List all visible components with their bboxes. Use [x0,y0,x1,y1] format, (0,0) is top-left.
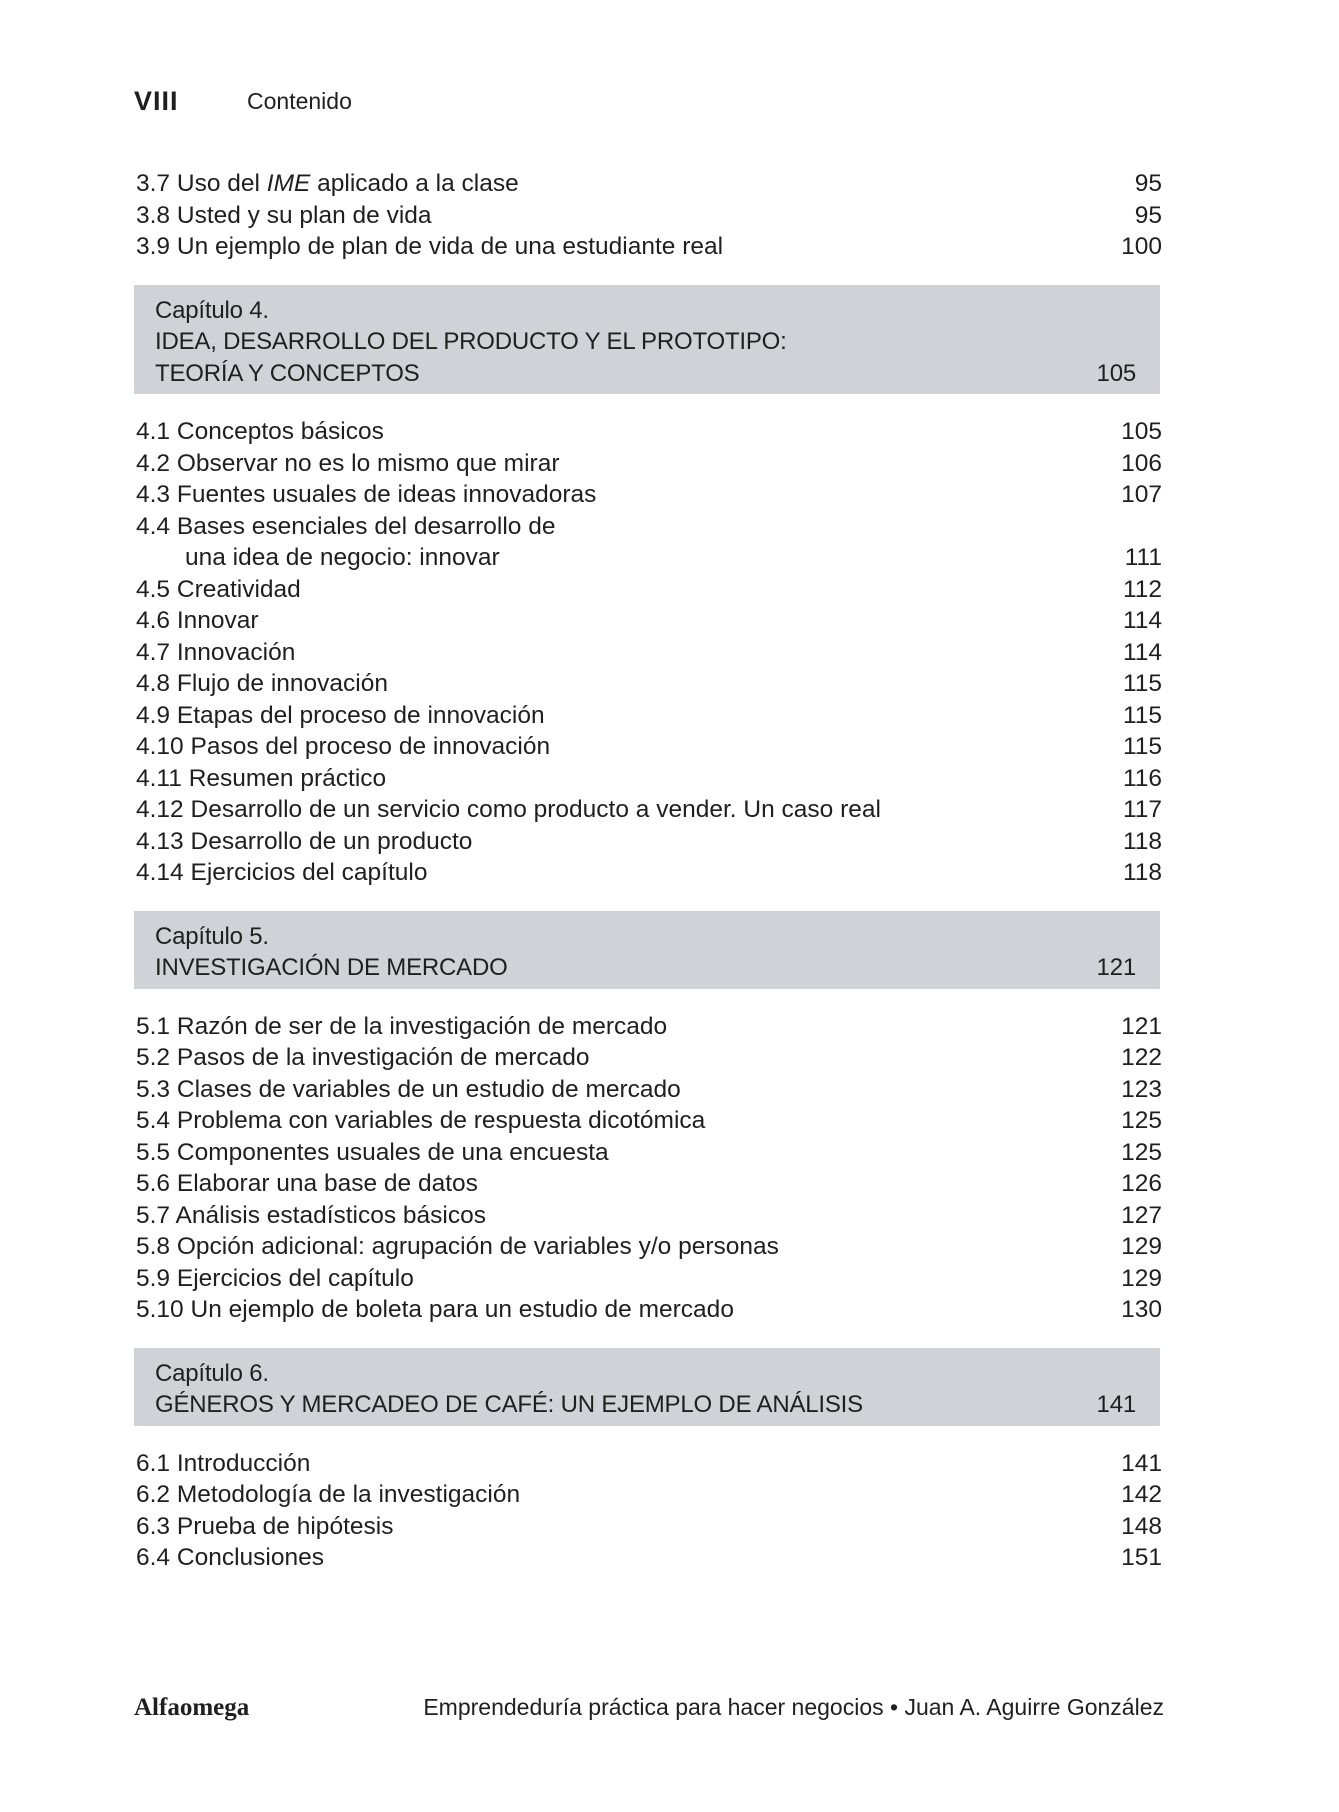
toc-entry [136,857,1162,889]
toc-entry-page: 116 [1122,764,1162,792]
toc-entry [136,1479,1162,1511]
toc-entry-title: Clases de variables de un estudio de mercado [176,1075,681,1103]
toc-entry-row [136,637,1162,669]
toc-entry-page: 125 [1121,1138,1162,1166]
toc-entry-row [136,1511,1162,1543]
toc-entry-page: 112 [1122,575,1162,603]
chapter-heading-text: TEORÍA Y CONCEPTOS [155,359,420,387]
toc-entry-label [136,1200,486,1232]
toc-entry-row [136,668,1162,700]
toc-entry-page: 122 [1121,1044,1162,1071]
toc-entry-label [136,200,432,232]
toc-entry-label [136,857,427,889]
chapter-heading-line [155,1358,1136,1390]
toc-entry-number: 4.1 [136,418,171,445]
toc-entry-title: Usted y su plan de vida [176,201,432,229]
toc-entry-title-italic: IME [266,170,311,197]
toc-entry [136,448,1162,480]
toc-entry-row [136,542,1162,574]
toc-entry-row [136,1479,1162,1511]
toc-entry-page: 106 [1121,449,1162,477]
toc-entry [136,511,1162,574]
toc-entry [136,731,1162,763]
toc-entry-number: 5.5 [136,1138,171,1166]
toc-entry-label [136,448,559,480]
toc-entry-page: 95 [1134,201,1162,229]
toc-entry-page: 95 [1134,170,1162,197]
toc-entry-page: 118 [1122,827,1162,855]
toc-entry-number: 6.4 [136,1544,171,1571]
toc-entry [136,637,1162,669]
toc-entry-number: 4.10 [136,733,184,760]
toc-entry-number: 4.5 [136,575,171,603]
toc-entry-row [136,794,1162,826]
toc-entry-row [136,574,1162,606]
toc-entry-page: 105 [1121,418,1162,445]
toc-entry-title: Un ejemplo de plan de vida de una estudiante real [176,233,724,260]
toc-entry [136,700,1162,732]
toc-entry-title: Razón de ser de la investigación de mercado [176,1012,668,1040]
toc-entry-label [136,231,723,263]
toc-entry-row [136,731,1162,763]
chapter-heading-line [155,295,1136,327]
toc-entry-row [136,1074,1162,1106]
chapter-page-number: 105 [1096,359,1136,387]
chapter-heading [134,911,1160,989]
toc-entry-title: Innovación [176,638,296,666]
toc-entry [136,1011,1162,1043]
toc-entry-page: 117 [1122,796,1162,823]
toc-entry-label [136,1294,734,1326]
toc-entry-title: Pasos del proceso de innovación [190,733,551,760]
toc-entry-row [136,1105,1162,1137]
toc-entry [136,794,1162,826]
toc-entry-label [136,1042,590,1074]
toc-entry-title: Etapas del proceso de innovación [176,701,545,729]
toc-entry-row [136,479,1162,511]
toc-entry-page: 118 [1122,859,1162,886]
toc-entry-label [136,1011,667,1043]
toc-entry-page: 121 [1121,1012,1162,1040]
page-number: VIII [134,86,179,116]
chapter-heading-text: Capítulo 4. [155,296,269,324]
chapter-heading-text: GÉNEROS Y MERCADEO DE CAFÉ: UN EJEMPLO DE ANÁLISIS [155,1391,863,1418]
toc-entry-number: 4.8 [136,670,171,697]
toc-entry [136,231,1162,263]
toc-entry-page: 148 [1121,1512,1162,1540]
toc-entry-title: Flujo de innovación [176,670,388,697]
toc-entry-page: 115 [1122,733,1162,760]
toc-entry-label [136,668,388,700]
toc-entry-title: Un ejemplo de boleta para un estudio de mercado [190,1296,734,1323]
toc-entry-label [136,416,384,448]
toc-entry-title: Innovar [176,607,259,634]
toc-entry-number: 5.6 [136,1170,171,1197]
toc-entry [136,1137,1162,1169]
toc-entry-number: 6.2 [136,1481,171,1508]
toc-entry-number: 3.9 [136,233,171,260]
toc-entry-title: Problema con variables de respuesta dicotómica [176,1107,706,1134]
toc-entry-page: 123 [1121,1075,1162,1103]
toc-entry-label [136,1231,779,1263]
toc-entry-row [136,1168,1162,1200]
toc-entry [136,668,1162,700]
toc-entry-number: 6.1 [136,1449,171,1477]
toc-entry-number: 4.2 [136,449,171,477]
toc-entry-title: Pasos de la investigación de mercado [176,1044,590,1071]
toc-entry-label [136,1542,324,1574]
toc-entry-label [136,794,881,826]
running-head: Contenido [247,88,352,114]
chapter-heading-line [155,326,1136,358]
toc-entry-label [136,826,472,858]
toc-entry-number: 5.3 [136,1075,171,1103]
toc-entry-row [136,1137,1162,1169]
toc-entry-number: 5.7 [136,1201,171,1229]
toc-entry-row [136,1542,1162,1574]
toc-entry-number: 4.6 [136,607,171,634]
toc-entry [136,574,1162,606]
chapter-heading-line [155,1389,1136,1421]
toc-entry-label [136,1105,705,1137]
chapter-heading-text: Capítulo 5. [155,922,269,950]
toc-entry-title: Metodología de la investigación [176,1481,521,1508]
toc-entry-label [136,1511,393,1543]
toc-entry-number: 4.4 [136,512,171,540]
toc-entry-number: 4.11 [136,764,182,792]
toc-entry-number: 4.9 [136,701,171,729]
toc-entry-label [136,1074,681,1106]
toc-entry-number: 4.13 [136,827,184,855]
book-title-author: Emprendeduría práctica para hacer negocios • Juan A. Aguirre González [423,1694,1164,1720]
toc-entry-row [136,763,1162,795]
toc-entry-title: Ejercicios del capítulo [190,859,428,886]
toc-entry [136,763,1162,795]
toc-entry-page: 126 [1121,1170,1162,1197]
toc-entry-label [136,763,386,795]
toc-entry [136,1200,1162,1232]
toc-entry-row [136,1263,1162,1295]
toc-entry [136,605,1162,637]
toc-entry [136,479,1162,511]
toc-entry-title: Componentes usuales de una encuesta [176,1138,609,1166]
toc-entry-label [136,700,545,732]
toc-entry-title: Resumen práctico [188,764,387,792]
toc-entry-title: Desarrollo de un producto [190,827,473,855]
toc-entry-page: 111 [1124,544,1162,571]
toc-entry-label [136,168,519,200]
toc-entry-row [136,511,1162,543]
toc-entry-label [136,637,295,669]
toc-entry-number: 4.12 [136,796,184,823]
toc-entry-page: 107 [1121,481,1162,508]
toc-entry-page: 130 [1121,1296,1162,1323]
chapter-heading-text: IDEA, DESARROLLO DEL PRODUCTO Y EL PROTOTIPO: [155,328,787,355]
toc-entry-number: 5.1 [136,1012,171,1040]
toc-entry-title: Introducción [176,1449,311,1477]
toc-entry-label [136,1168,478,1200]
toc-entry-number: 3.8 [136,201,171,229]
toc-entry-label [136,479,596,511]
toc-entry-row [136,1200,1162,1232]
toc-entry-title: Creatividad [176,575,301,603]
toc-entry-title: Observar no es lo mismo que mirar [176,449,560,477]
toc-entry-row [136,1448,1162,1480]
toc-entry-number: 5.2 [136,1044,171,1071]
toc-entry-title: Prueba de hipótesis [176,1512,394,1540]
toc-entry [136,168,1162,200]
toc-entry-row [136,700,1162,732]
chapter-heading-text: Capítulo 6. [155,1359,269,1387]
toc-entry-row [136,857,1162,889]
toc-entry-number: 5.8 [136,1233,171,1260]
toc-entry [136,1263,1162,1295]
toc-entry [136,1105,1162,1137]
table-of-contents [136,168,1162,1574]
toc-entry-page: 141 [1121,1449,1162,1477]
chapter-heading-line [155,952,1136,984]
chapter-heading-text: INVESTIGACIÓN DE MERCADO [155,954,508,981]
toc-entry-title: Ejercicios del capítulo [176,1264,414,1292]
toc-entry-label [136,605,259,637]
toc-entry-continuation: una idea de negocio: innovar [185,544,500,571]
chapter-heading-line [155,358,1136,390]
toc-entry-page: 115 [1122,701,1162,729]
toc-entry-row [136,1011,1162,1043]
toc-entry [136,1448,1162,1480]
toc-entry-title: Desarrollo de un servicio como producto a vender. Un caso real [190,796,881,823]
toc-entry-page: 114 [1122,638,1162,666]
toc-entry [136,1231,1162,1263]
toc-entry-row [136,605,1162,637]
toc-entry-title: Elaborar una base de datos [176,1170,478,1197]
toc-entry-number: 4.7 [136,638,171,666]
toc-entry [136,1168,1162,1200]
chapter-page-number: 121 [1096,954,1136,981]
toc-entry [136,416,1162,448]
toc-entry-number: 6.3 [136,1512,171,1540]
toc-entry-page: 100 [1121,233,1162,260]
toc-entry-number: 3.7 [136,170,171,197]
toc-entry-page: 129 [1121,1233,1162,1260]
toc-entry-label [136,1263,414,1295]
toc-entry-number: 5.4 [136,1107,171,1134]
toc-entry-number: 5.9 [136,1264,171,1292]
toc-entry-row [136,416,1162,448]
toc-entry-number: 4.3 [136,481,171,508]
toc-entry-title: aplicado a la clase [310,170,519,197]
toc-entry [136,1042,1162,1074]
toc-entry-page: 129 [1121,1264,1162,1292]
toc-entry-row [136,826,1162,858]
toc-entry-row [136,231,1162,263]
chapter-page-number: 141 [1096,1391,1136,1418]
toc-entry-title: Conceptos básicos [176,418,384,445]
toc-entry [136,1542,1162,1574]
toc-entry-page: 115 [1122,670,1162,697]
publisher-name: Alfaomega [134,1694,250,1721]
toc-entry-page: 125 [1121,1107,1162,1134]
toc-entry-label [136,1137,609,1169]
toc-entry-title: Uso del [176,170,267,197]
chapter-heading [134,285,1160,395]
toc-entry-label [136,1479,520,1511]
toc-entry-number: 4.14 [136,859,184,886]
chapter-heading-line [155,921,1136,953]
toc-entry [136,826,1162,858]
toc-entry-row [136,1231,1162,1263]
toc-entry-title: Conclusiones [176,1544,324,1571]
page-footer [134,1694,1164,1730]
toc-entry [136,1294,1162,1326]
toc-entry-title: Opción adicional: agrupación de variables y/o personas [176,1233,779,1260]
toc-entry-row [136,1042,1162,1074]
toc-entry-label [136,511,556,543]
toc-entry-number: 5.10 [136,1296,184,1323]
toc-entry-row [136,168,1162,200]
toc-entry-page: 151 [1121,1544,1162,1571]
toc-entry-label [136,1448,310,1480]
toc-entry-page: 114 [1122,607,1162,634]
toc-entry-title: Bases esenciales del desarrollo de [176,512,556,540]
toc-entry-page: 127 [1121,1201,1162,1229]
toc-entry-row [136,1294,1162,1326]
toc-entry [136,1074,1162,1106]
toc-entry-row [136,448,1162,480]
toc-entry [136,200,1162,232]
chapter-heading [134,1348,1160,1426]
toc-entry [136,1511,1162,1543]
toc-entry-title: Análisis estadísticos básicos [175,1201,487,1229]
toc-entry-label [136,574,301,606]
toc-entry-page: 142 [1121,1481,1162,1508]
toc-entry-row [136,200,1162,232]
toc-entry-label [136,731,550,763]
toc-entry-title: Fuentes usuales de ideas innovadoras [176,481,597,508]
